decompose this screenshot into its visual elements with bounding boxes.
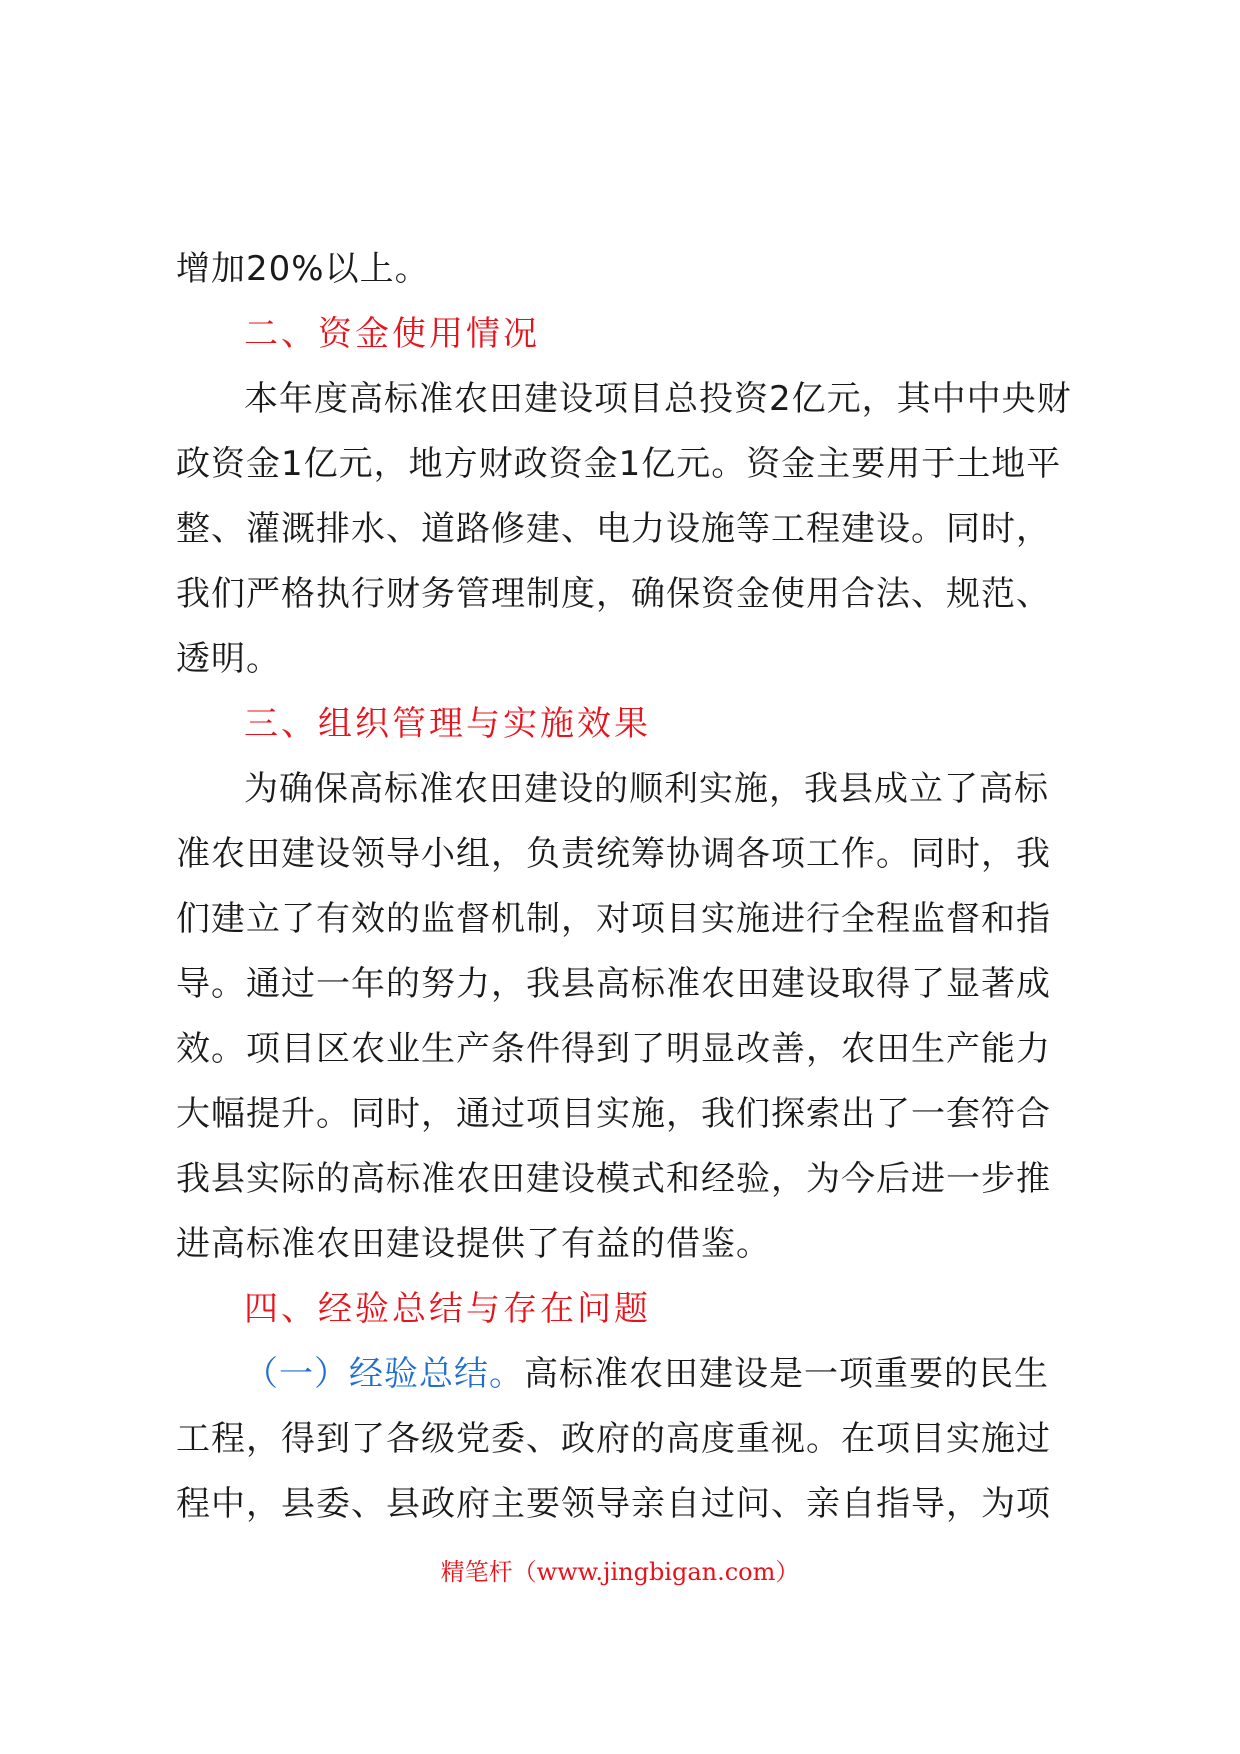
paragraph-line: 为确保高标准农田建设的顺利实施，我县成立了高标 [244, 769, 1049, 809]
paragraph-line: 大幅提升。同时，通过项目实施，我们探索出了一套符合 [176, 1094, 1051, 1134]
paragraph-line: 准农田建设领导小组，负责统筹协调各项工作。同时，我 [176, 834, 1051, 874]
paragraph-line: 导。通过一年的努力，我县高标准农田建设取得了显著成 [176, 964, 1051, 1004]
paragraph-line: 效。项目区农业生产条件得到了明显改善，农田生产能力 [176, 1029, 1051, 1069]
paragraph-line: 我们严格执行财务管理制度，确保资金使用合法、规范、 [176, 574, 1051, 614]
paragraph-text: 高标准农田建设是一项重要的民生 [524, 1354, 1049, 1394]
paragraph-line: 工程，得到了各级党委、政府的高度重视。在项目实施过 [176, 1419, 1051, 1459]
section-heading-funds: 二、资金使用情况 [244, 314, 540, 354]
paragraph-line: 我县实际的高标准农田建设模式和经验，为今后进一步推 [176, 1159, 1051, 1199]
paragraph-line: 透明。 [176, 639, 281, 679]
paragraph-line: 本年度高标准农田建设项目总投资2亿元，其中中央财 [244, 379, 1072, 419]
section-heading-experience: 四、经验总结与存在问题 [244, 1289, 651, 1329]
paragraph-line: 增加20%以上。 [176, 249, 430, 289]
footer-watermark: 精笔杆（www.jingbigan.com） [440, 1558, 800, 1586]
paragraph-line: 整、灌溉排水、道路修建、电力设施等工程建设。同时， [176, 509, 1051, 549]
document-body [176, 237, 1096, 1537]
paragraph-line: 政资金1亿元，地方财政资金1亿元。资金主要用于土地平 [176, 444, 1062, 484]
section-heading-management: 三、组织管理与实施效果 [244, 704, 651, 744]
paragraph-line [176, 1342, 1096, 1407]
sub-heading-experience: （一）经验总结。 [244, 1354, 524, 1394]
paragraph-line: 们建立了有效的监督机制，对项目实施进行全程监督和指 [176, 899, 1051, 939]
paragraph-line: 程中，县委、县政府主要领导亲自过问、亲自指导，为项 [176, 1484, 1051, 1524]
paragraph-line: 进高标准农田建设提供了有益的借鉴。 [176, 1224, 771, 1264]
